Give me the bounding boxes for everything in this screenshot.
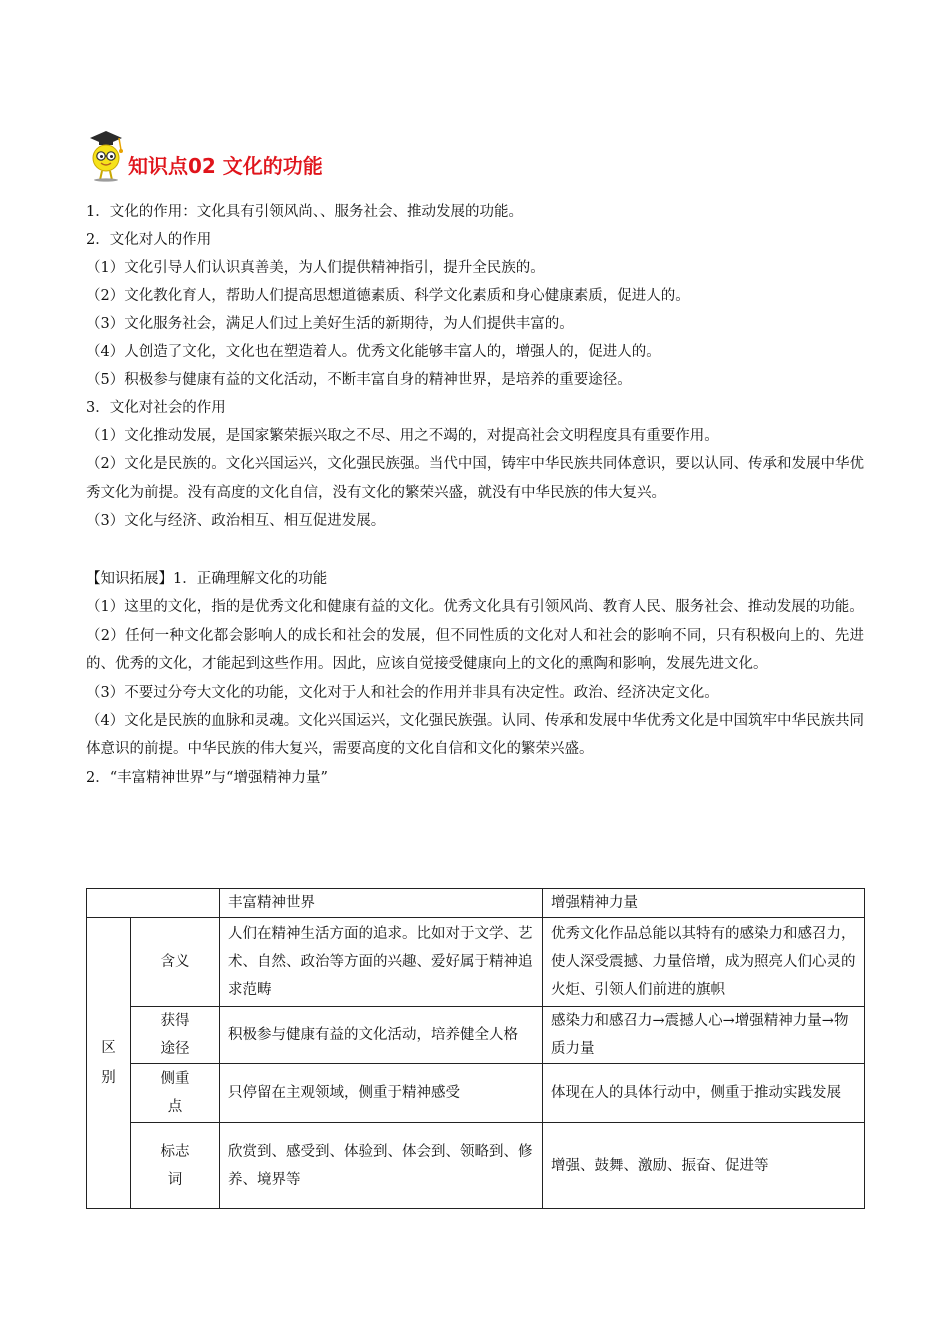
list-item: （1）文化推动发展，是国家繁荣振兴取之不尽、用之不竭的，对提高社会文明程度具有重要作用。 [86, 428, 719, 444]
table-cell: 人们在精神生活方面的追求。比如对于文学、艺术、自然、政治等方面的兴趣、爱好属于精神追求范畴 [220, 918, 543, 1007]
table-column-header: 丰富精神世界 [220, 889, 543, 918]
section-1: 1．文化的作用：文化具有引领风尚、、服务社会、推动发展的功能。 [86, 204, 523, 220]
table-row [87, 1007, 865, 1064]
table-corner-cell [87, 889, 220, 918]
list-item: （3）文化服务社会，满足人们过上美好生活的新期待，为人们提供丰富的。 [86, 316, 574, 332]
list-item: （2）任何一种文化都会影响人的成长和社会的发展，但不同性质的文化对人和社会的影响不同，只有积极向上的、先进的、优秀的文化，才能起到这些作用。因此，应该自觉接受健康向上的文化的熏陶和影响，发展先进文化。 [86, 627, 864, 672]
list-item: （3）不要过分夸大文化的功能，文化对于人和社会的作用并非具有决定性。政治、经济决定文化。 [86, 684, 719, 701]
list-item: （5）积极参与健康有益的文化活动，不断丰富自身的精神世界，是培养的重要途径。 [86, 372, 632, 388]
table-cell: 欣赏到、感受到、体验到、体会到、领略到、修养、境界等 [220, 1123, 543, 1209]
table-cell: 增强、鼓舞、激励、振奋、促进等 [543, 1123, 865, 1209]
list-item: （1）文化引导人们认识真善美，为人们提供精神指引，提升全民族的。 [86, 260, 545, 276]
list-item: （3）文化与经济、政治相互、相互促进发展。 [86, 513, 386, 529]
table-cell: 感染力和感召力→震撼人心→增强精神力量→物质力量 [543, 1007, 865, 1064]
table-cell: 优秀文化作品总能以其特有的感染力和感召力，使人深受震撼、力量倍增，成为照亮人们心灵的火炬、引领人们前进的旗帜 [543, 918, 865, 1007]
table-row-label: 侧重点 [131, 1064, 220, 1123]
page-title: 知识点02 文化的功能 [128, 154, 323, 178]
section-heading [86, 122, 323, 182]
comparison-table [86, 888, 865, 1209]
body-text [86, 198, 864, 792]
section-3-title: 3．文化对社会的作用 [86, 400, 226, 416]
table-cell: 只停留在主观领域，侧重于精神感受 [220, 1064, 543, 1123]
list-item: （2）文化教化育人，帮助人们提高思想道德素质、科学文化素质和身心健康素质，促进人的。 [86, 288, 690, 304]
table-cell: 体现在人的具体行动中，侧重于推动实践发展 [543, 1064, 865, 1123]
table-row-label: 获得途径 [131, 1007, 220, 1064]
table-row-label: 含义 [131, 918, 220, 1007]
list-item: （1）这里的文化，指的是优秀文化和健康有益的文化。优秀文化具有引领风尚、教育人民、服务社会、推动发展的功能。 [86, 599, 864, 615]
table-row [87, 1064, 865, 1123]
table-row [87, 918, 865, 1007]
comparison-title: 2．“丰富精神世界”与“增强精神力量” [86, 769, 328, 786]
list-item: （4）文化是民族的血脉和灵魂。文化兴国运兴，文化强民族强。认同、传承和发展中华优秀文化是中国筑牢中华民族共同体意识的前提。中华民族的伟大复兴，需要高度的文化自信和文化的繁荣兴盛。 [86, 712, 864, 757]
table-column-header: 增强精神力量 [543, 889, 865, 918]
graduate-mascot-icon [86, 128, 126, 182]
table-header-row [87, 889, 865, 918]
extension-title: 【知识拓展】1．正确理解文化的功能 [86, 571, 328, 587]
section-2-title: 2．文化对人的作用 [86, 232, 212, 248]
list-item: （4）人创造了文化，文化也在塑造着人。优秀文化能够丰富人的，增强人的，促进人的。 [86, 344, 661, 360]
table-group-label: 区别 [87, 918, 131, 1209]
table-row [87, 1123, 865, 1209]
table-cell: 积极参与健康有益的文化活动，培养健全人格 [220, 1007, 543, 1064]
table-row-label: 标志词 [131, 1123, 220, 1209]
list-item: （2）文化是民族的。文化兴国运兴，文化强民族强。当代中国，铸牢中华民族共同体意识，要以认同、传承和发展中华优秀文化为前提。没有高度的文化自信，没有文化的繁荣兴盛，就没有中华民族的伟大复兴。 [86, 456, 864, 501]
